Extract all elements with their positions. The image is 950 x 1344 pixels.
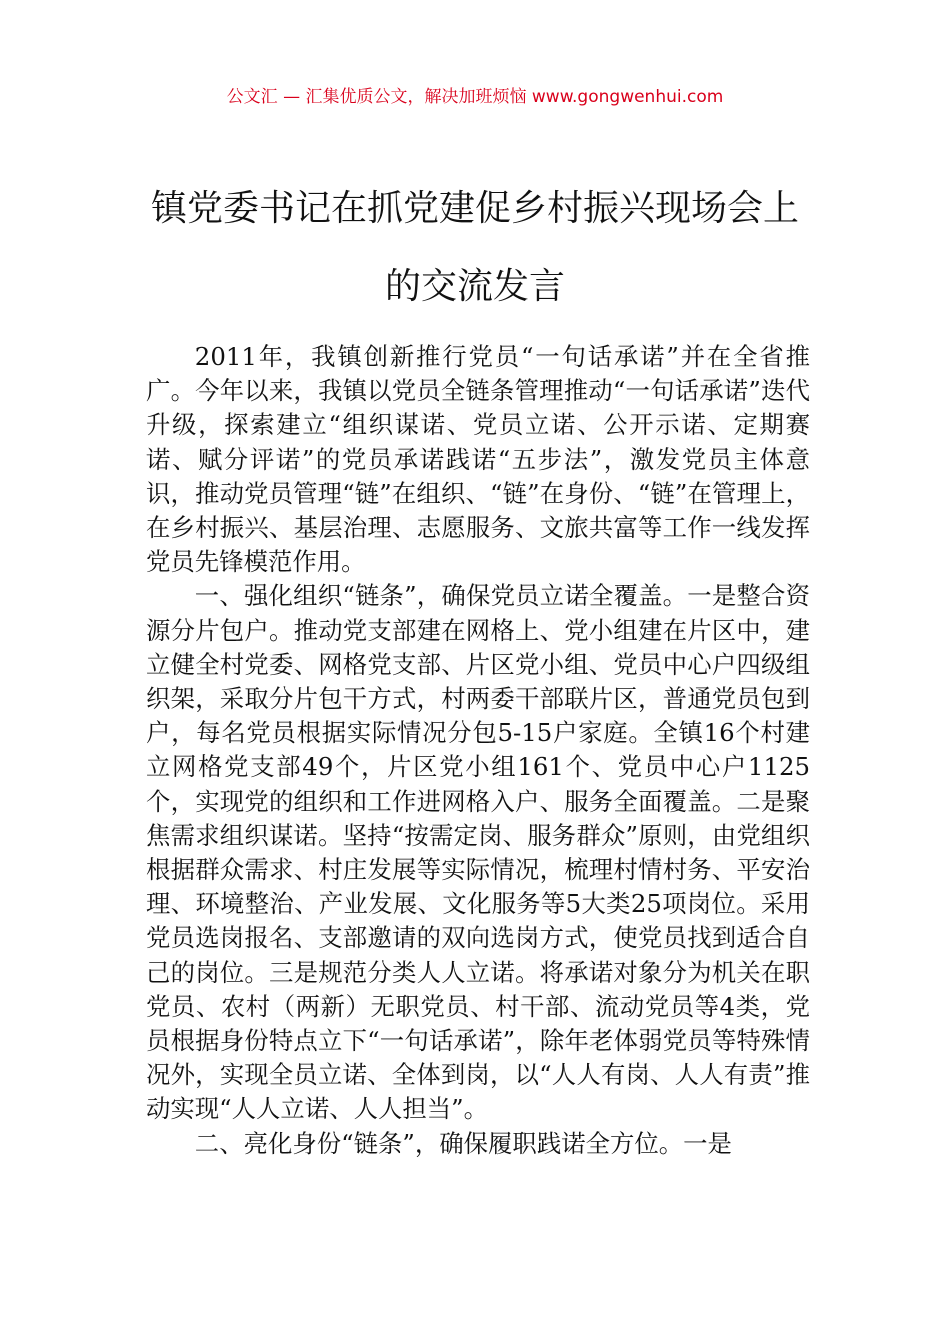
- title-line-2: 的交流发言: [384, 266, 565, 307]
- document-body: [146, 340, 810, 1161]
- paragraph-section-2: 二、亮化身份“链条”，确保履职践诺全方位。一是: [194, 1128, 732, 1158]
- paragraph-intro: 2011年，我镇创新推行党员“一句话承诺”并在全省推广。今年以来，我镇以党员全链条管理推动“一句话承诺”迭代升级，探索建立“组织谋诺、党员立诺、公开示诺、定期赛诺、赋分评诺”的党员承诺践诺“五步法”，激发党员主体意识，推动党员管理“链”在组织、“链”在身份、“链”在管理上，在乡村振兴、基层治理、志愿服务、文旅共富等工作一线发挥党员先锋模范作用。: [146, 342, 810, 577]
- document-title: [130, 170, 820, 326]
- paragraph-section-1: 一、强化组织“链条”，确保党员立诺全覆盖。一是整合资源分片包户。推动党支部建在网格上、党小组建在片区中，建立健全村党委、网格党支部、片区党小组、党员中心户四级组织架，采取分片包干方式，村两委干部联片区，普通党员包到户，每名党员根据实际情况分包5-15户家庭。全镇16个村建立网格党支部49个，片区党小组161个、党员中心户1125个，实现党的组织和工作进网格入户、服务全面覆盖。二是聚焦需求组织谋诺。坚持“按需定岗、服务群众”原则，由党组织根据群众需求、村庄发展等实际情况，梳理村情村务、平安治理、环境整治、产业发展、文化服务等5大类25项岗位。采用党员选岗报名、支部邀请的双向选岗方式，使党员找到适合自己的岗位。三是规范分类人人立诺。将承诺对象分为机关在职党员、农村（两新）无职党员、村干部、流动党员等4类，党员根据身份特点立下“一句话承诺”，除年老体弱党员等特殊情况外，实现全员立诺、全体到岗，以“人人有岗、人人有责”推动实现“人人立诺、人人担当”。: [146, 581, 810, 1124]
- watermark-banner: 公文汇 — 汇集优质公文，解决加班烦恼 www.gongwenhui.com: [226, 87, 724, 107]
- title-line-1: 镇党委书记在抓党建促乡村振兴现场会上: [150, 188, 799, 229]
